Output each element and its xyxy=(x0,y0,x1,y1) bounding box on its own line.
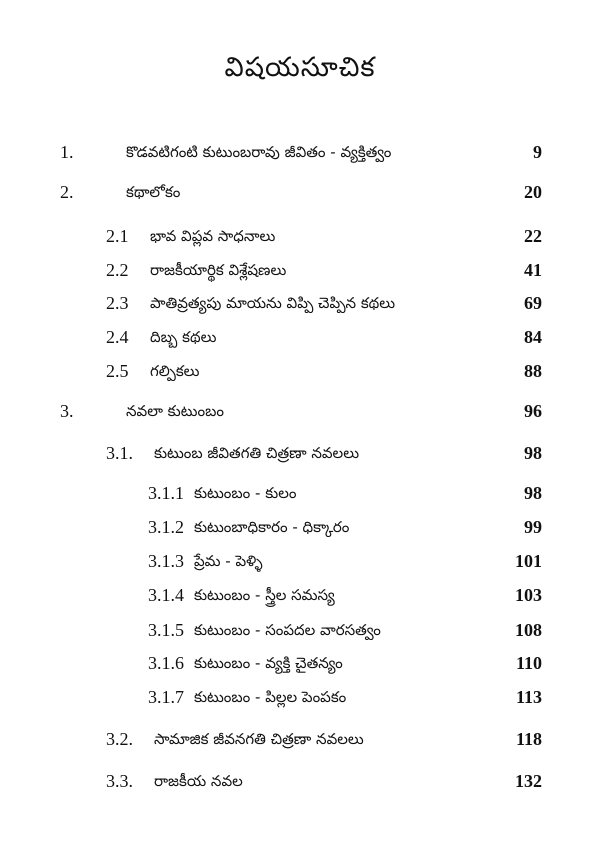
page-number: 101 xyxy=(515,551,542,571)
section-number: 2.4 xyxy=(106,327,129,347)
section-number: 2. xyxy=(60,182,74,202)
toc-entry xyxy=(0,648,600,678)
section-number: 3.2. xyxy=(106,729,133,749)
section-title: భావ విప్లవ సాధనాలు xyxy=(150,227,276,245)
toc-entry xyxy=(0,682,600,712)
section-number: 3.3. xyxy=(106,771,133,791)
section-title: గల్పికలు xyxy=(150,362,200,380)
section-number: 2.3 xyxy=(106,293,129,313)
page-number: 103 xyxy=(515,585,542,605)
section-title: కుటుంబాధికారం - ధిక్కారం xyxy=(194,518,350,536)
page-number: 22 xyxy=(524,226,542,246)
toc-entry xyxy=(0,438,600,468)
toc-entry xyxy=(0,288,600,318)
toc-entry xyxy=(0,322,600,352)
toc-entry xyxy=(0,221,600,251)
toc-entry xyxy=(0,546,600,576)
page-number: 96 xyxy=(524,401,542,421)
page-number: 20 xyxy=(524,182,542,202)
section-number: 3.1.6 xyxy=(148,653,184,673)
page-number: 132 xyxy=(515,771,542,791)
toc-entry xyxy=(0,615,600,645)
page-number: 99 xyxy=(524,517,542,537)
section-number: 3.1. xyxy=(106,443,133,463)
toc-entry xyxy=(0,766,600,796)
page-number: 110 xyxy=(515,653,542,673)
page-number: 84 xyxy=(524,327,542,347)
section-title: కుటుంబం - కులం xyxy=(194,484,297,502)
toc-entry xyxy=(0,255,600,285)
section-title: కొడవటిగంటి కుటుంబరావు జీవితం - వ్యక్తిత్వం xyxy=(126,143,392,161)
page-number: 88 xyxy=(524,361,542,381)
toc-entry xyxy=(0,356,600,386)
section-number: 3.1.3 xyxy=(148,551,184,571)
page-number: 108 xyxy=(515,620,542,640)
page-number: 118 xyxy=(515,729,542,749)
toc-entry xyxy=(0,478,600,508)
page-title: విషయసూచిక xyxy=(224,52,376,83)
section-title: రాజకీయ నవల xyxy=(154,772,243,790)
page-number: 113 xyxy=(515,687,542,707)
section-title: కథాలోకం xyxy=(126,183,181,201)
section-title: కుటుంబం - పిల్లల పెంపకం xyxy=(194,688,347,706)
section-number: 3.1.1 xyxy=(148,483,184,503)
toc-entry xyxy=(0,177,600,207)
section-number: 3.1.5 xyxy=(148,620,184,640)
section-number: 3.1.7 xyxy=(148,687,184,707)
section-title: కుటుంబం - స్త్రీల సమస్య xyxy=(194,586,335,604)
toc-entry xyxy=(0,137,600,167)
section-title: దిబ్బ కథలు xyxy=(150,328,217,346)
section-number: 2.5 xyxy=(106,361,129,381)
section-title: ప్రేమ - పెళ్ళి xyxy=(194,552,263,570)
section-title: కుటుంబం - వ్యక్తి చైతన్యం xyxy=(194,654,343,672)
section-number: 2.2 xyxy=(106,260,129,280)
page-number: 41 xyxy=(524,260,542,280)
section-number: 1. xyxy=(60,142,74,162)
toc-entry xyxy=(0,580,600,610)
page-number: 69 xyxy=(524,293,542,313)
section-title: కుటుంబం - సంపదల వారసత్వం xyxy=(194,621,381,639)
page-number: 98 xyxy=(524,483,542,503)
section-number: 3. xyxy=(60,401,74,421)
section-title: సామాజిక జీవనగతి చిత్రణా నవలలు xyxy=(154,730,364,748)
toc-entry xyxy=(0,724,600,754)
section-number: 3.1.2 xyxy=(148,517,184,537)
section-number: 3.1.4 xyxy=(148,585,184,605)
section-title: కుటుంబ జీవితగతి చిత్రణా నవలలు xyxy=(154,444,360,462)
section-title: పాతివ్రత్యపు మాయను విప్పి చెప్పిన కథలు xyxy=(150,294,396,312)
section-number: 2.1 xyxy=(106,226,129,246)
page-number: 98 xyxy=(524,443,542,463)
page-number: 9 xyxy=(533,142,542,162)
section-title: రాజకీయార్థిక విశ్లేషణలు xyxy=(150,261,287,279)
toc-entry xyxy=(0,512,600,542)
section-title: నవలా కుటుంబం xyxy=(126,402,224,420)
toc-entry xyxy=(0,396,600,426)
